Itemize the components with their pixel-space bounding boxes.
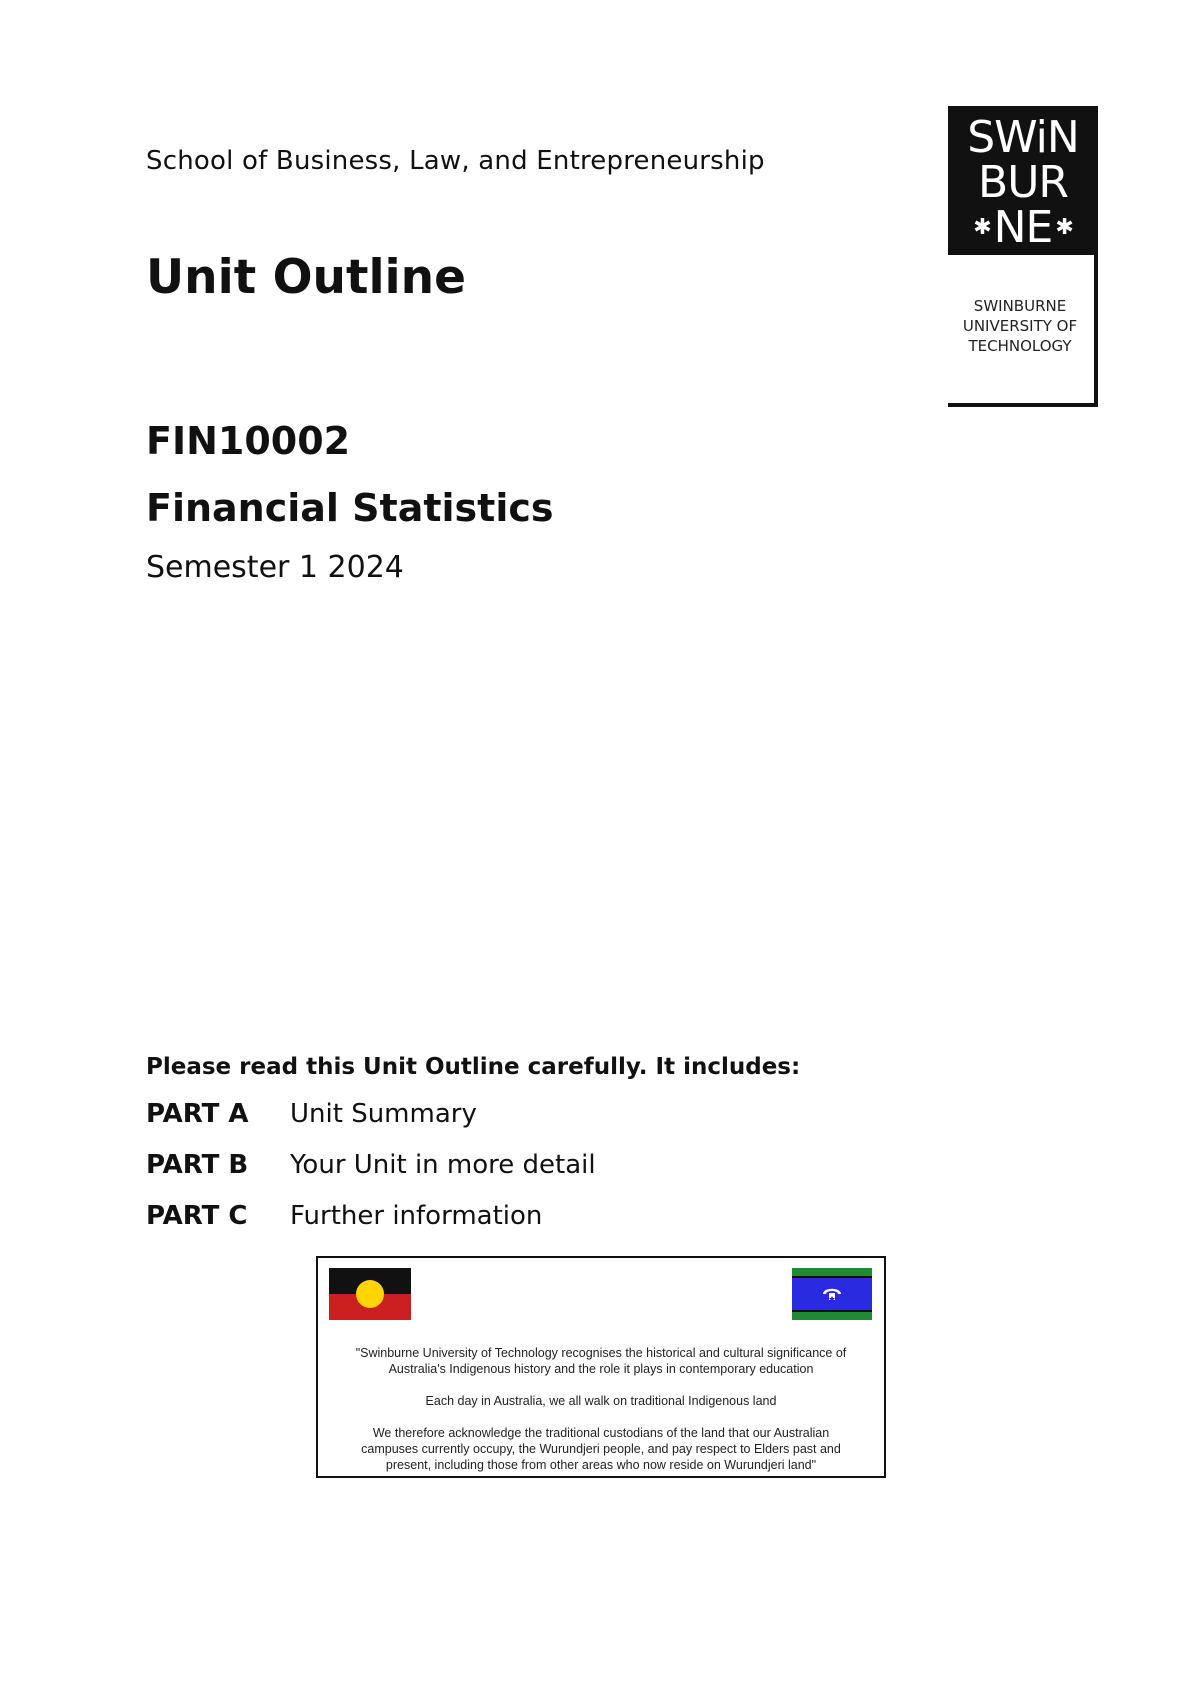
logo-line-3 — [948, 202, 1098, 253]
aboriginal-flag-icon — [329, 1268, 411, 1320]
unit-code: FIN10002 — [146, 419, 351, 463]
logo-line-3-text: NE — [993, 202, 1053, 253]
part-description: Further information — [290, 1201, 543, 1231]
acknowledgement-box — [316, 1256, 886, 1478]
part-description: Unit Summary — [290, 1099, 477, 1129]
dhari-emblem-icon — [820, 1282, 844, 1306]
swinburne-logo — [948, 106, 1098, 406]
logo-line-2: BUR — [978, 157, 1068, 208]
logo-subtitle-3: TECHNOLOGY — [968, 337, 1072, 355]
contents-intro: Please read this Unit Outline carefully. It includes: — [146, 1054, 801, 1080]
acknowledgement-line-1: "Swinburne University of Technology recognises the historical and cultural significance of — [355, 1346, 847, 1360]
part-label: PART C — [146, 1201, 248, 1231]
acknowledgement-line-3: Each day in Australia, we all walk on traditional Indigenous land — [425, 1394, 777, 1408]
logo-line-1: SWiN — [967, 112, 1079, 163]
school-name: School of Business, Law, and Entrepreneurship — [146, 146, 765, 176]
acknowledgement-line-4: We therefore acknowledge the traditional custodians of the land that our Australian — [372, 1426, 830, 1440]
star-icon: ✱ — [1055, 215, 1073, 240]
part-label: PART A — [146, 1099, 249, 1129]
logo-mark — [948, 106, 1098, 255]
logo-subtitle-1: SWINBURNE — [973, 297, 1067, 315]
acknowledgement-line-5: campuses currently occupy, the Wurundjeri people, and pay respect to Elders past and — [361, 1442, 841, 1456]
star-icon: ✱ — [973, 215, 991, 240]
semester: Semester 1 2024 — [146, 550, 404, 585]
part-label: PART B — [146, 1150, 249, 1180]
unit-name: Financial Statistics — [146, 486, 554, 530]
document-title: Unit Outline — [146, 250, 467, 305]
torres-strait-islander-flag-icon — [792, 1268, 872, 1320]
part-description: Your Unit in more detail — [290, 1150, 596, 1180]
logo-subtitle-2: UNIVERSITY OF — [962, 317, 1078, 335]
acknowledgement-line-6: present, including those from other areas who now reside on Wurundjeri land" — [385, 1458, 817, 1472]
acknowledgement-line-2: Australia's Indigenous history and the role it plays in contemporary education — [388, 1362, 814, 1376]
